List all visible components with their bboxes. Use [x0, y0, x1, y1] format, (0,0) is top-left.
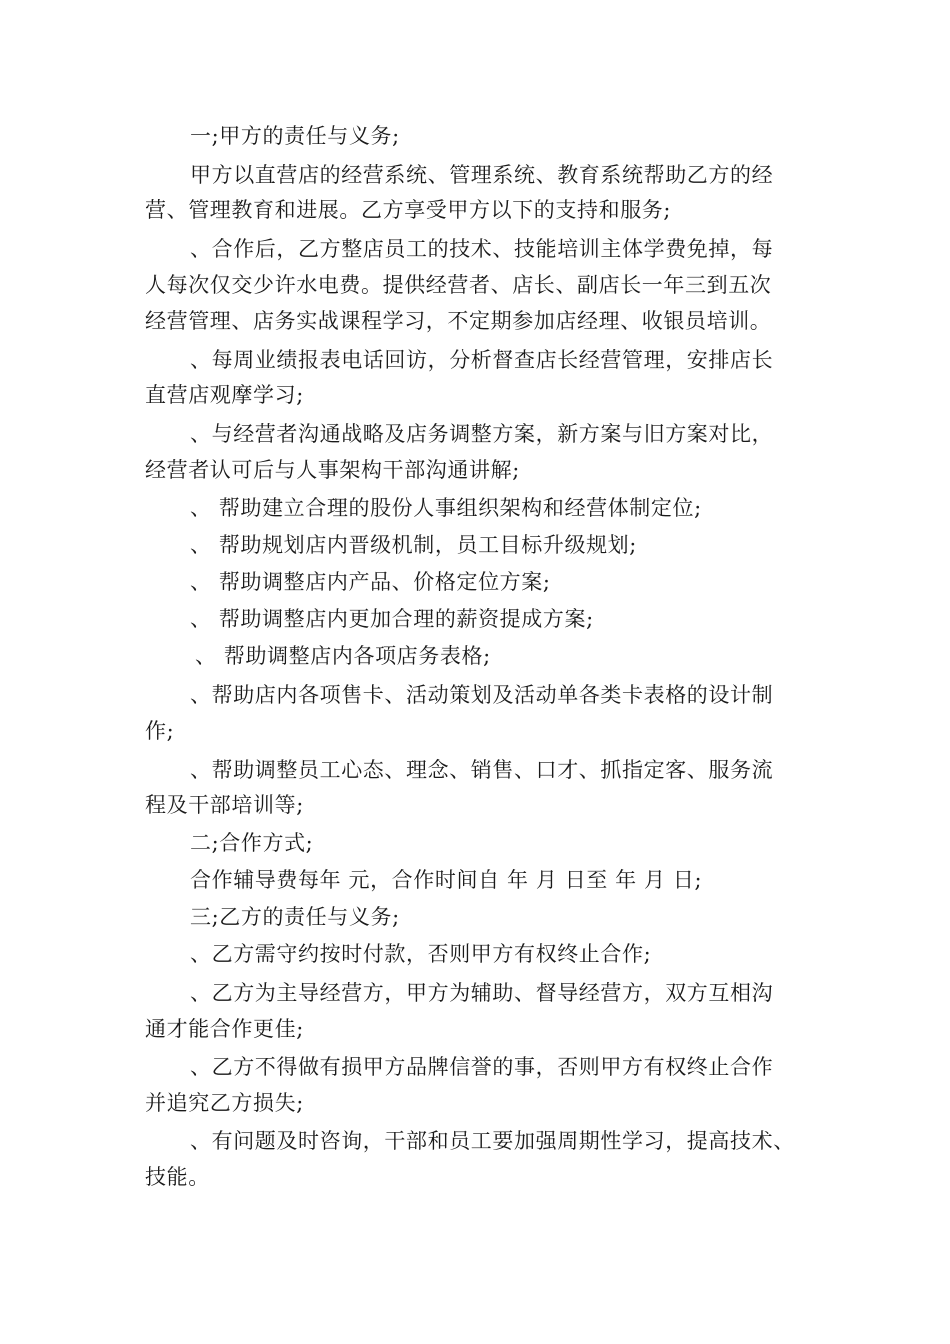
- text-line: 合作辅导费每年 元，合作时间自 年 月 日至 年 月 日;: [190, 868, 703, 892]
- text-line: 、 帮助调整店内各项店务表格;: [195, 644, 491, 668]
- text-line: 通才能合作更佳;: [145, 1017, 304, 1041]
- text-line: 、 帮助规划店内晋级机制，员工目标升级规划;: [190, 533, 637, 557]
- text-line: 、帮助调整员工心态、理念、销售、口才、抓指定客、服务流: [190, 758, 774, 782]
- text-line: 作;: [145, 719, 175, 743]
- text-line: 甲方以直营店的经营系统、管理系统、教育系统帮助乙方的经: [190, 163, 774, 187]
- text-line: 经营者认可后与人事架构干部沟通讲解;: [145, 458, 520, 482]
- text-line: 二;合作方式;: [190, 831, 314, 855]
- text-line: 营、管理教育和进展。乙方享受甲方以下的支持和服务;: [145, 198, 672, 222]
- text-line: 直营店观摩学习;: [145, 383, 304, 407]
- text-line: 经营管理、店务实战课程学习，不定期参加店经理、收银员培训。: [145, 309, 772, 333]
- text-line: 、有问题及时咨询，干部和员工要加强周期性学习，提高技术、: [190, 1129, 795, 1153]
- text-line: 、 帮助调整店内更加合理的薪资提成方案;: [190, 607, 594, 631]
- text-line: 、与经营者沟通战略及店务调整方案，新方案与旧方案对比，: [190, 422, 774, 446]
- text-line: 、乙方不得做有损甲方品牌信誉的事，否则甲方有权终止合作: [190, 1055, 774, 1079]
- text-line: 一;甲方的责任与义务;: [190, 124, 400, 148]
- text-line: 、 帮助建立合理的股份人事组织架构和经营体制定位;: [190, 496, 702, 520]
- text-line: 程及干部培训等;: [145, 793, 304, 817]
- text-line: 、每周业绩报表电话回访，分析督查店长经营管理，安排店长: [190, 348, 774, 372]
- text-line: 、 帮助调整店内产品、价格定位方案;: [190, 570, 551, 594]
- text-line: 技能。: [145, 1165, 210, 1189]
- text-line: 三;乙方的责任与义务;: [190, 905, 400, 929]
- text-line: 、乙方需守约按时付款，否则甲方有权终止合作;: [190, 942, 652, 966]
- text-line: 人每次仅交少许水电费。提供经营者、店长、副店长一年三到五次: [145, 273, 772, 297]
- text-line: 、乙方为主导经营方，甲方为辅助、督导经营方，双方互相沟: [190, 981, 774, 1005]
- text-line: 、合作后，乙方整店员工的技术、技能培训主体学费免掉，每: [190, 237, 774, 261]
- text-line: 、帮助店内各项售卡、活动策划及活动单各类卡表格的设计制: [190, 683, 774, 707]
- text-line: 并追究乙方损失;: [145, 1091, 304, 1115]
